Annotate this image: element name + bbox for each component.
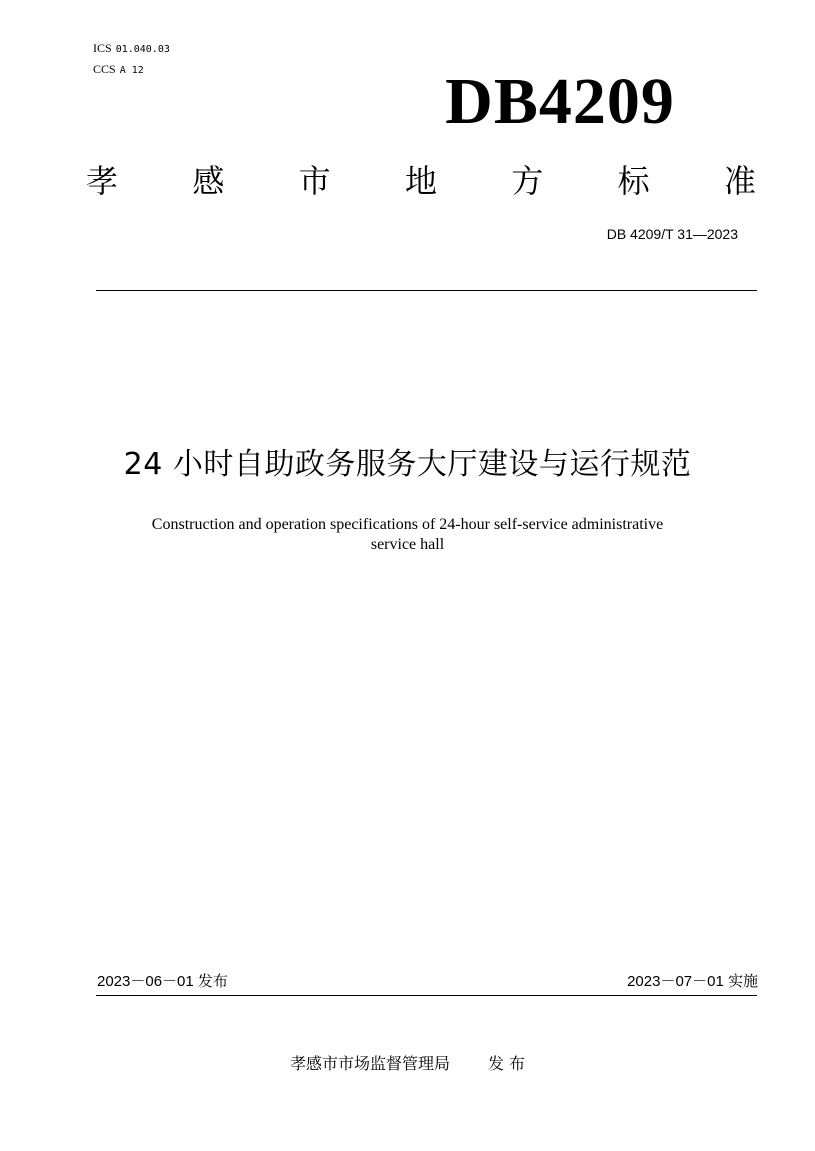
- issue-date: 2023－06－01 发布: [97, 973, 228, 990]
- ccs-label: CCS: [93, 62, 116, 76]
- issuer-name: 孝感市市场监督管理局: [289, 1054, 450, 1073]
- standard-type-char: 地: [404, 162, 437, 200]
- standard-type-char: 方: [511, 162, 544, 200]
- bottom-divider: [96, 995, 757, 996]
- issuer-line: [0, 1052, 815, 1076]
- issuer-action: 发 布: [487, 1054, 526, 1073]
- ics-label: ICS: [93, 41, 112, 55]
- implementation-date: 2023－07－01 实施: [627, 973, 758, 990]
- ics-classification: [93, 40, 170, 58]
- ccs-code: A 12: [119, 65, 144, 76]
- standard-logo: DB4209: [445, 65, 675, 138]
- standard-type-heading: [86, 156, 756, 202]
- document-title-chinese: 24 小时自助政务服务大厅建设与运行规范: [123, 447, 692, 482]
- top-divider: [96, 290, 757, 291]
- standard-type-char: 准: [723, 162, 756, 200]
- ccs-classification: [93, 61, 144, 79]
- ics-code: 01.040.03: [115, 44, 170, 55]
- english-title-line: service hall: [370, 536, 445, 553]
- standard-type-char: 市: [298, 162, 331, 200]
- standard-type-char: 标: [617, 162, 650, 200]
- standard-number: DB 4209/T 31—2023: [606, 226, 738, 242]
- document-title-english: [100, 515, 715, 555]
- english-title-line: Construction and operation specifications of 24-hour self-service administrative: [151, 516, 664, 533]
- standard-type-char: 感: [192, 162, 225, 200]
- standard-type-char: 孝: [86, 162, 119, 200]
